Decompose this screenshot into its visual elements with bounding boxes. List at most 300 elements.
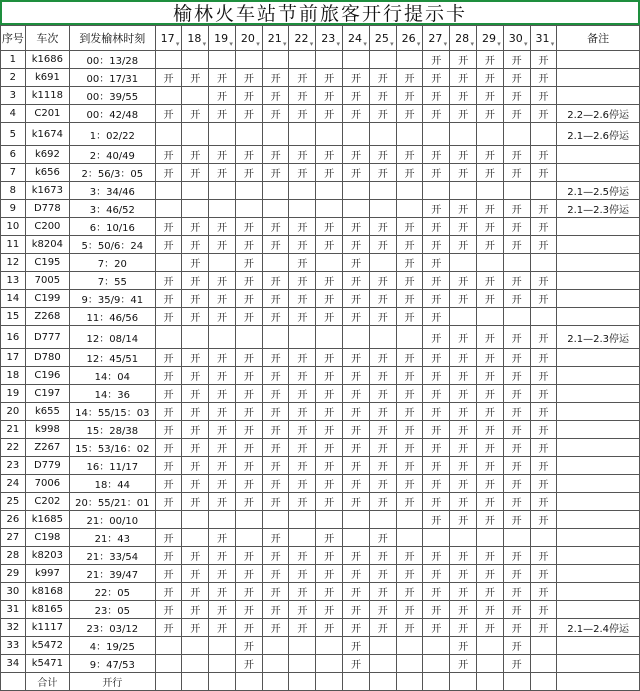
row-day-cell: 开 xyxy=(396,272,423,290)
table-row xyxy=(1,87,640,105)
row-train: k8204 xyxy=(25,236,69,254)
row-day-cell: 开 xyxy=(476,146,503,164)
row-day-cell: 开 xyxy=(209,547,236,565)
row-day-cell: 开 xyxy=(316,236,343,254)
filter-dropdown-icon[interactable]: ▾ xyxy=(497,40,501,48)
row-seq: 33 xyxy=(1,637,26,655)
row-train: k8165 xyxy=(25,601,69,619)
row-seq: 34 xyxy=(1,655,26,673)
header-day-label: 29 xyxy=(481,31,496,45)
header-day-30[interactable] xyxy=(503,26,530,51)
row-day-cell: 开 xyxy=(182,367,209,385)
row-day-cell: 开 xyxy=(530,290,557,308)
row-train: k1674 xyxy=(25,123,69,146)
row-day-cell xyxy=(396,182,423,200)
row-day-cell: 开 xyxy=(155,457,182,475)
table-row xyxy=(1,69,640,87)
row-day-cell: 开 xyxy=(262,403,289,421)
row-train: 7006 xyxy=(25,475,69,493)
row-day-cell: 开 xyxy=(396,367,423,385)
row-day-cell: 开 xyxy=(235,308,262,326)
row-train: C198 xyxy=(25,529,69,547)
row-day-cell xyxy=(369,637,396,655)
header-day-label: 21 xyxy=(267,31,282,45)
row-day-cell: 开 xyxy=(235,637,262,655)
row-time: 21：39/47 xyxy=(70,565,156,583)
row-day-cell: 开 xyxy=(396,421,423,439)
row-day-cell: 开 xyxy=(209,493,236,511)
row-day-cell: 开 xyxy=(396,493,423,511)
row-time: 4：19/25 xyxy=(70,637,156,655)
row-day-cell: 开 xyxy=(155,385,182,403)
row-day-cell: 开 xyxy=(235,457,262,475)
row-day-cell: 开 xyxy=(503,146,530,164)
row-day-cell: 开 xyxy=(343,619,370,637)
row-day-cell: 开 xyxy=(209,529,236,547)
row-day-cell: 开 xyxy=(476,385,503,403)
row-time: 12：08/14 xyxy=(70,326,156,349)
row-day-cell: 开 xyxy=(369,87,396,105)
row-day-cell: 开 xyxy=(289,565,316,583)
row-day-cell: 开 xyxy=(503,637,530,655)
row-day-cell: 开 xyxy=(343,457,370,475)
row-day-cell: 开 xyxy=(423,565,450,583)
row-day-cell: 开 xyxy=(209,619,236,637)
row-day-cell xyxy=(262,655,289,673)
filter-dropdown-icon[interactable]: ▾ xyxy=(309,40,314,48)
row-note: 2.1—2.4停运 xyxy=(557,619,640,637)
header-day-25[interactable] xyxy=(369,26,396,51)
row-day-cell: 开 xyxy=(235,69,262,87)
row-day-cell: 开 xyxy=(289,475,316,493)
header-day-26[interactable] xyxy=(396,26,423,51)
row-day-cell: 开 xyxy=(289,308,316,326)
filter-dropdown-icon[interactable]: ▾ xyxy=(256,40,260,48)
row-day-cell: 开 xyxy=(476,105,503,123)
header-day-31[interactable] xyxy=(530,26,557,51)
header-day-28[interactable] xyxy=(450,26,477,51)
row-day-cell: 开 xyxy=(316,69,343,87)
row-day-cell: 开 xyxy=(316,421,343,439)
row-seq: 18 xyxy=(1,367,26,385)
table-row xyxy=(1,529,640,547)
row-day-cell: 开 xyxy=(289,254,316,272)
footer-cell xyxy=(262,673,289,691)
row-day-cell: 开 xyxy=(235,105,262,123)
row-day-cell: 开 xyxy=(450,367,477,385)
row-day-cell: 开 xyxy=(396,164,423,182)
row-day-cell: 开 xyxy=(289,218,316,236)
row-day-cell: 开 xyxy=(369,601,396,619)
row-time: 22：05 xyxy=(70,583,156,601)
header-day-29[interactable] xyxy=(476,26,503,51)
row-seq: 3 xyxy=(1,87,26,105)
row-train: k1673 xyxy=(25,182,69,200)
row-day-cell: 开 xyxy=(396,547,423,565)
row-day-cell xyxy=(450,308,477,326)
row-day-cell xyxy=(155,326,182,349)
row-day-cell: 开 xyxy=(423,619,450,637)
row-day-cell: 开 xyxy=(450,439,477,457)
row-train: C199 xyxy=(25,290,69,308)
row-day-cell xyxy=(289,326,316,349)
row-day-cell: 开 xyxy=(182,385,209,403)
row-day-cell xyxy=(369,511,396,529)
row-day-cell: 开 xyxy=(423,105,450,123)
row-day-cell: 开 xyxy=(369,565,396,583)
row-day-cell: 开 xyxy=(369,308,396,326)
filter-dropdown-icon[interactable]: ▾ xyxy=(524,40,528,48)
row-time: 23：03/12 xyxy=(70,619,156,637)
row-day-cell: 开 xyxy=(235,439,262,457)
row-time: 14：04 xyxy=(70,367,156,385)
row-time: 14：36 xyxy=(70,385,156,403)
row-day-cell xyxy=(476,123,503,146)
table-row xyxy=(1,349,640,367)
row-day-cell: 开 xyxy=(235,272,262,290)
footer-cell xyxy=(557,673,640,691)
row-day-cell: 开 xyxy=(450,164,477,182)
row-train: D778 xyxy=(25,200,69,218)
row-day-cell: 开 xyxy=(450,421,477,439)
row-seq: 8 xyxy=(1,182,26,200)
row-day-cell xyxy=(289,51,316,69)
row-day-cell: 开 xyxy=(423,51,450,69)
filter-dropdown-icon[interactable]: ▾ xyxy=(229,40,233,48)
row-day-cell: 开 xyxy=(530,493,557,511)
row-day-cell: 开 xyxy=(155,421,182,439)
row-day-cell: 开 xyxy=(155,493,182,511)
row-day-cell xyxy=(209,655,236,673)
row-day-cell: 开 xyxy=(235,601,262,619)
filter-dropdown-icon[interactable]: ▾ xyxy=(336,40,341,48)
row-day-cell: 开 xyxy=(289,493,316,511)
table-row xyxy=(1,493,640,511)
row-day-cell xyxy=(396,655,423,673)
row-train: Z268 xyxy=(25,308,69,326)
row-day-cell: 开 xyxy=(343,583,370,601)
row-day-cell: 开 xyxy=(396,218,423,236)
row-day-cell: 开 xyxy=(343,146,370,164)
row-day-cell xyxy=(503,308,530,326)
row-day-cell: 开 xyxy=(530,547,557,565)
row-train: k8203 xyxy=(25,547,69,565)
row-day-cell: 开 xyxy=(530,272,557,290)
row-day-cell xyxy=(423,182,450,200)
row-day-cell: 开 xyxy=(396,254,423,272)
row-day-cell: 开 xyxy=(530,146,557,164)
table-row xyxy=(1,182,640,200)
row-day-cell: 开 xyxy=(182,475,209,493)
row-day-cell: 开 xyxy=(396,583,423,601)
row-day-cell xyxy=(209,123,236,146)
row-day-cell xyxy=(209,254,236,272)
row-day-cell: 开 xyxy=(316,87,343,105)
row-time: 15：28/38 xyxy=(70,421,156,439)
row-day-cell: 开 xyxy=(503,272,530,290)
row-day-cell: 开 xyxy=(369,367,396,385)
filter-dropdown-icon[interactable]: ▾ xyxy=(416,40,421,48)
row-seq: 10 xyxy=(1,218,26,236)
row-day-cell: 开 xyxy=(289,272,316,290)
row-day-cell: 开 xyxy=(476,583,503,601)
row-train: 7005 xyxy=(25,272,69,290)
row-day-cell xyxy=(369,655,396,673)
row-day-cell: 开 xyxy=(262,308,289,326)
table-row xyxy=(1,637,640,655)
table-row xyxy=(1,146,640,164)
row-day-cell: 开 xyxy=(182,349,209,367)
row-day-cell: 开 xyxy=(316,272,343,290)
filter-dropdown-icon[interactable]: ▾ xyxy=(443,40,448,48)
row-note xyxy=(557,601,640,619)
row-day-cell: 开 xyxy=(396,601,423,619)
row-day-cell xyxy=(503,254,530,272)
row-note: 2.1—2.3停运 xyxy=(557,326,640,349)
footer-cell xyxy=(343,673,370,691)
row-day-cell: 开 xyxy=(262,272,289,290)
footer-cell xyxy=(155,673,182,691)
row-day-cell: 开 xyxy=(450,601,477,619)
row-day-cell: 开 xyxy=(343,164,370,182)
row-day-cell xyxy=(262,511,289,529)
row-day-cell: 开 xyxy=(450,87,477,105)
row-day-cell: 开 xyxy=(182,439,209,457)
row-day-cell: 开 xyxy=(369,218,396,236)
row-day-cell: 开 xyxy=(423,69,450,87)
row-day-cell: 开 xyxy=(155,218,182,236)
header-day-27[interactable] xyxy=(423,26,450,51)
header-day-label: 18 xyxy=(187,31,202,45)
row-day-cell: 开 xyxy=(423,511,450,529)
row-day-cell: 开 xyxy=(289,236,316,254)
row-day-cell xyxy=(369,123,396,146)
row-day-cell: 开 xyxy=(235,565,262,583)
row-day-cell xyxy=(316,200,343,218)
filter-dropdown-icon[interactable]: ▾ xyxy=(363,40,367,48)
row-day-cell xyxy=(396,123,423,146)
row-day-cell: 开 xyxy=(316,529,343,547)
header-day-21[interactable] xyxy=(262,26,289,51)
row-day-cell xyxy=(262,326,289,349)
row-day-cell xyxy=(235,51,262,69)
row-day-cell xyxy=(343,511,370,529)
footer-cell xyxy=(423,673,450,691)
row-day-cell: 开 xyxy=(262,290,289,308)
row-day-cell: 开 xyxy=(262,218,289,236)
header-day-20[interactable] xyxy=(235,26,262,51)
row-day-cell: 开 xyxy=(289,146,316,164)
header-day-19[interactable] xyxy=(209,26,236,51)
row-seq: 4 xyxy=(1,105,26,123)
schedule-table xyxy=(0,25,640,691)
row-note xyxy=(557,565,640,583)
row-day-cell: 开 xyxy=(450,655,477,673)
row-note xyxy=(557,655,640,673)
row-time: 6：10/16 xyxy=(70,218,156,236)
table-row xyxy=(1,236,640,254)
table-row xyxy=(1,367,640,385)
row-day-cell: 开 xyxy=(289,69,316,87)
filter-dropdown-icon[interactable]: ▾ xyxy=(470,40,474,48)
footer-cell xyxy=(182,673,209,691)
header-day-18[interactable] xyxy=(182,26,209,51)
header-day-22[interactable] xyxy=(289,26,316,51)
table-row xyxy=(1,457,640,475)
filter-dropdown-icon[interactable]: ▾ xyxy=(282,40,287,48)
row-day-cell: 开 xyxy=(235,583,262,601)
row-day-cell xyxy=(476,308,503,326)
row-seq: 14 xyxy=(1,290,26,308)
row-day-cell: 开 xyxy=(209,457,236,475)
row-day-cell: 开 xyxy=(423,439,450,457)
row-day-cell xyxy=(262,637,289,655)
row-day-cell: 开 xyxy=(155,349,182,367)
row-day-cell: 开 xyxy=(503,565,530,583)
row-day-cell: 开 xyxy=(235,493,262,511)
row-day-cell: 开 xyxy=(530,403,557,421)
row-day-cell: 开 xyxy=(235,619,262,637)
row-day-cell: 开 xyxy=(423,421,450,439)
row-day-cell xyxy=(182,326,209,349)
row-day-cell: 开 xyxy=(396,69,423,87)
header-day-24[interactable] xyxy=(343,26,370,51)
row-train: D780 xyxy=(25,349,69,367)
row-day-cell xyxy=(396,326,423,349)
row-day-cell xyxy=(235,123,262,146)
row-day-cell: 开 xyxy=(343,547,370,565)
row-day-cell: 开 xyxy=(423,385,450,403)
row-day-cell: 开 xyxy=(182,493,209,511)
table-row xyxy=(1,655,640,673)
row-day-cell: 开 xyxy=(503,200,530,218)
row-day-cell xyxy=(289,200,316,218)
row-day-cell: 开 xyxy=(503,51,530,69)
row-time: 16：11/17 xyxy=(70,457,156,475)
row-day-cell: 开 xyxy=(209,601,236,619)
row-day-cell xyxy=(155,637,182,655)
row-day-cell: 开 xyxy=(289,87,316,105)
row-day-cell: 开 xyxy=(503,493,530,511)
row-day-cell: 开 xyxy=(262,236,289,254)
row-day-cell: 开 xyxy=(316,403,343,421)
row-day-cell: 开 xyxy=(343,254,370,272)
row-day-cell: 开 xyxy=(423,308,450,326)
row-day-cell: 开 xyxy=(343,218,370,236)
row-train: C197 xyxy=(25,385,69,403)
row-day-cell: 开 xyxy=(235,146,262,164)
row-time: 00：13/28 xyxy=(70,51,156,69)
row-day-cell: 开 xyxy=(396,87,423,105)
row-day-cell: 开 xyxy=(235,290,262,308)
header-day-23[interactable] xyxy=(316,26,343,51)
row-day-cell: 开 xyxy=(289,619,316,637)
row-day-cell xyxy=(530,637,557,655)
row-day-cell xyxy=(450,254,477,272)
row-day-cell: 开 xyxy=(423,547,450,565)
table-row xyxy=(1,272,640,290)
row-train: Z267 xyxy=(25,439,69,457)
footer-cell xyxy=(316,673,343,691)
row-day-cell xyxy=(289,182,316,200)
row-time: 3：34/46 xyxy=(70,182,156,200)
row-day-cell: 开 xyxy=(316,493,343,511)
row-time: 7：55 xyxy=(70,272,156,290)
row-day-cell: 开 xyxy=(289,421,316,439)
table-row xyxy=(1,565,640,583)
row-seq: 9 xyxy=(1,200,26,218)
row-day-cell: 开 xyxy=(503,290,530,308)
row-train: k997 xyxy=(25,565,69,583)
row-day-cell: 开 xyxy=(503,403,530,421)
row-day-cell xyxy=(182,655,209,673)
row-day-cell: 开 xyxy=(396,439,423,457)
row-time: 11：46/56 xyxy=(70,308,156,326)
row-day-cell: 开 xyxy=(503,349,530,367)
row-day-cell: 开 xyxy=(450,619,477,637)
filter-dropdown-icon[interactable]: ▾ xyxy=(390,40,394,48)
row-day-cell xyxy=(262,254,289,272)
row-day-cell: 开 xyxy=(450,290,477,308)
row-day-cell: 开 xyxy=(530,51,557,69)
row-day-cell: 开 xyxy=(209,164,236,182)
row-day-cell xyxy=(316,655,343,673)
row-day-cell: 开 xyxy=(343,565,370,583)
row-day-cell xyxy=(450,529,477,547)
row-day-cell: 开 xyxy=(530,385,557,403)
row-day-cell: 开 xyxy=(182,272,209,290)
row-day-cell: 开 xyxy=(235,254,262,272)
row-day-cell xyxy=(155,87,182,105)
table-row xyxy=(1,583,640,601)
row-train: C200 xyxy=(25,218,69,236)
row-day-cell: 开 xyxy=(503,218,530,236)
row-day-cell: 开 xyxy=(316,601,343,619)
row-day-cell: 开 xyxy=(262,87,289,105)
row-time: 00：42/48 xyxy=(70,105,156,123)
filter-dropdown-icon[interactable]: ▾ xyxy=(550,40,555,48)
row-day-cell: 开 xyxy=(343,655,370,673)
row-day-cell: 开 xyxy=(262,164,289,182)
row-day-cell: 开 xyxy=(476,421,503,439)
filter-dropdown-icon[interactable]: ▾ xyxy=(175,40,180,48)
row-day-cell: 开 xyxy=(503,619,530,637)
row-day-cell: 开 xyxy=(450,51,477,69)
row-day-cell: 开 xyxy=(343,87,370,105)
row-note: 2.1—2.3停运 xyxy=(557,200,640,218)
row-note xyxy=(557,218,640,236)
row-day-cell: 开 xyxy=(369,421,396,439)
row-day-cell: 开 xyxy=(476,493,503,511)
row-seq: 26 xyxy=(1,511,26,529)
header-day-17[interactable] xyxy=(155,26,182,51)
row-day-cell xyxy=(476,254,503,272)
row-day-cell: 开 xyxy=(423,326,450,349)
row-day-cell: 开 xyxy=(209,69,236,87)
filter-dropdown-icon[interactable]: ▾ xyxy=(202,40,207,48)
row-day-cell: 开 xyxy=(369,290,396,308)
row-time: 00：39/55 xyxy=(70,87,156,105)
row-day-cell: 开 xyxy=(503,583,530,601)
header-day-label: 27 xyxy=(428,31,443,45)
row-train: k998 xyxy=(25,421,69,439)
row-day-cell: 开 xyxy=(316,457,343,475)
row-seq: 12 xyxy=(1,254,26,272)
row-day-cell: 开 xyxy=(155,439,182,457)
row-day-cell: 开 xyxy=(450,547,477,565)
row-day-cell: 开 xyxy=(530,69,557,87)
row-day-cell: 开 xyxy=(450,236,477,254)
